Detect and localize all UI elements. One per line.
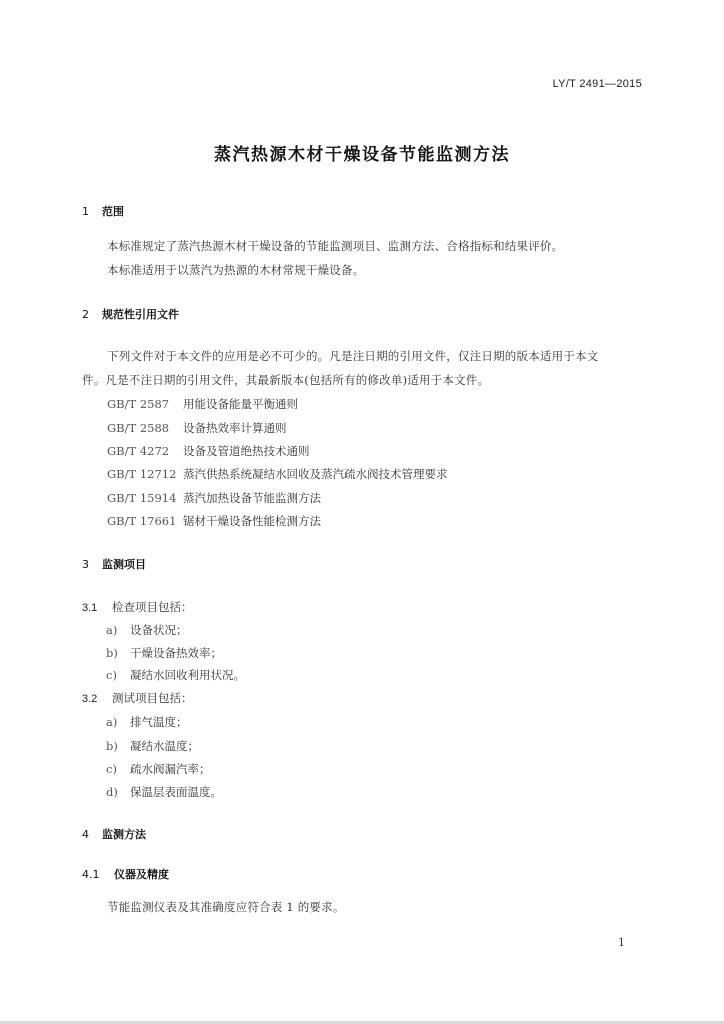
list-marker: a) [106,623,118,637]
reference-code: GB/T 15914 [107,491,177,505]
list-text: 保温层表面温度。 [130,785,222,799]
list-item [106,645,222,661]
section-title: 监测方法 [102,828,146,841]
section-4-heading [82,826,146,842]
list-text: 干燥设备热效率； [130,646,222,660]
list-marker: b) [106,739,118,753]
reference-item [107,443,310,459]
section-number: 3 [82,558,89,571]
reference-code: GB/T 17661 [107,514,177,528]
list-item [106,622,188,638]
list-item [106,738,199,754]
clause-number: 3.1 [82,602,98,614]
reference-title: 用能设备能量平衡通则 [183,397,298,411]
section-2-heading [82,306,179,322]
page-number: 1 [618,936,625,949]
section-number: 4.1 [82,868,100,881]
list-marker: c) [106,668,117,682]
list-marker: c) [106,762,117,776]
reference-item [107,513,321,529]
section-title: 范围 [102,205,124,218]
reference-code: GB/T 4272 [107,444,170,458]
list-marker: b) [106,646,118,660]
section-title: 仪器及精度 [114,868,169,881]
list-marker: a) [106,715,118,729]
list-text: 凝结水温度； [130,739,199,753]
reference-item [107,466,448,482]
reference-item [107,396,298,412]
section-3-heading [82,556,146,572]
reference-title: 锯材干燥设备性能检测方法 [183,514,321,528]
list-text: 排气温度； [130,715,188,729]
section-number: 4 [82,828,89,841]
reference-code: GB/T 12712 [107,467,177,481]
section-number: 2 [82,308,89,321]
reference-item [107,490,321,506]
standard-code: LY/T 2491—2015 [552,78,642,90]
reference-code: GB/T 2587 [107,397,170,411]
reference-title: 设备热效率计算通则 [183,421,287,435]
section-number: 1 [82,205,89,218]
list-text: 设备状况； [130,623,188,637]
reference-code: GB/T 2588 [107,421,170,435]
section-1-heading [82,203,124,219]
paragraph: 本标准适用于以蒸汽为热源的木材常规干燥设备。 [107,263,365,277]
clause-text: 检查项目包括： [112,600,193,614]
paragraph: 节能监测仪表及其准确度应符合表 1 的要求。 [107,900,345,914]
section-4-1-heading [82,866,169,882]
list-item [106,761,211,777]
list-item [106,667,245,683]
paragraph: 下列文件对于本文件的应用是必不可少的。凡是注日期的引用文件，仅注日期的版本适用于本文 [107,349,599,363]
reference-title: 设备及管道绝热技术通则 [183,444,310,458]
paragraph: 本标准规定了蒸汽热源木材干燥设备的节能监测项目、监测方法、合格指标和结果评价。 [107,239,564,253]
reference-item [107,420,287,436]
document-title: 蒸汽热源木材干燥设备节能监测方法 [214,145,510,165]
reference-title: 蒸汽供热系统凝结水回收及蒸汽疏水阀技术管理要求 [183,467,448,481]
reference-title: 蒸汽加热设备节能监测方法 [183,491,321,505]
clause-3-2 [82,690,193,706]
clause-number: 3.2 [82,693,98,705]
list-item [106,784,222,800]
section-title: 规范性引用文件 [102,308,179,321]
clause-text: 测试项目包括： [112,691,193,705]
section-title: 监测项目 [102,558,146,571]
paragraph-continuation: 件。凡是不注日期的引用文件，其最新版本(包括所有的修改单)适用于本文件。 [82,373,490,387]
list-text: 疏水阀漏汽率； [130,762,211,776]
list-text: 凝结水回收利用状况。 [130,668,245,682]
list-marker: d) [106,785,118,799]
list-item [106,714,188,730]
clause-3-1 [82,599,193,615]
